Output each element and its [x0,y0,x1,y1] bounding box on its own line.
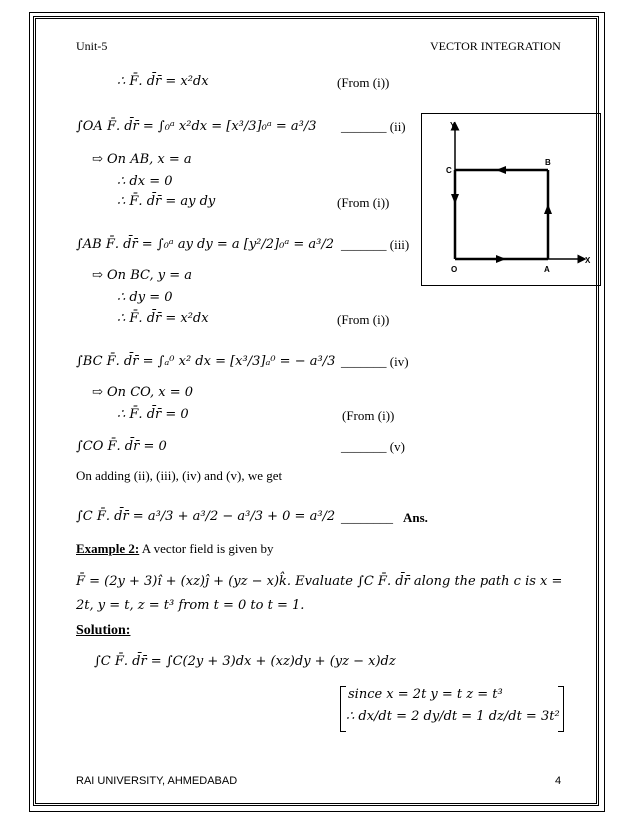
eq-line-1: ∴ F̄. d̄r̄ = x²dx [117,74,209,89]
eq-integral-total: ∫C F̄. d̄r̄ = a³/3 + a³/2 − a³/3 + 0 = a³/2 [76,509,336,524]
ref-v: _______ (v) [341,439,405,454]
ref-1: (From (i)) [337,75,390,90]
axis-x-label: X [585,256,591,265]
eq-dx-zero: ∴ dx = 0 [117,174,173,189]
point-b-label: B [545,158,551,167]
footer-university: RAI UNIVERSITY, AHMEDABAD [76,775,238,787]
eq-field-definition: F̄ = (2y + 3)î + (xz)ĵ + (yz − x)k̂. Evaluate ∫C F̄. d̄r̄ along the path c is x = [76,574,563,589]
eq-derivatives: ∴ dx/dt = 2 dy/dt = 1 dz/dt = 3t² [346,709,560,724]
arrow-oa-icon [496,255,506,263]
eq-f-bc: ∴ F̄. d̄r̄ = x²dx [117,311,209,326]
ref-4: (From (i)) [342,408,395,423]
point-a-label: A [544,265,550,274]
ref-ii: _______ (ii) [341,119,406,134]
answer-line: ________ [341,510,393,525]
eq-path-definition: 2t, y = t, z = t³ from t = 0 to t = 1. [76,598,305,613]
ref-2: (From (i)) [337,195,390,210]
eq-integral-co: ∫CO F̄. d̄r̄ = 0 [76,439,167,454]
eq-on-co: ⇨ On CO, x = 0 [92,385,194,400]
axis-y-label: Y [450,121,456,130]
arrow-co-icon [451,194,459,204]
ref-iii: _______ (iii) [341,237,410,252]
header-unit: Unit-5 [76,39,108,53]
path-figure [421,113,601,286]
page-number: 4 [555,775,562,787]
point-c-label: C [446,166,452,175]
ref-iv: _______ (iv) [341,354,409,369]
point-o-label: O [451,265,458,274]
eq-on-bc: ⇨ On BC, y = a [92,268,192,283]
solution-label: Solution: [76,623,131,638]
eq-dy-zero: ∴ dy = 0 [117,290,173,305]
eq-f-co: ∴ F̄. d̄r̄ = 0 [117,407,189,422]
example-label: Example 2: [76,541,140,556]
eq-since: since x = 2t y = t z = t³ [348,687,503,702]
example-text: A vector field is given by [139,541,274,556]
eq-integral-ab: ∫AB F̄. d̄r̄ = ∫₀ᵃ ay dy = a [y²/2]₀ᵃ = a³/2 [76,237,334,252]
eq-solution-integral: ∫C F̄. d̄r̄ = ∫C(2y + 3)dx + (xz)dy + (yz − x)dz [94,654,396,669]
ref-3: (From (i)) [337,312,390,327]
answer-label: Ans. [403,510,428,525]
eq-integral-bc: ∫BC F̄. d̄r̄ = ∫ₐ⁰ x² dx = [x³/3]ₐ⁰ = − a³/3 [76,354,336,369]
eq-on-ab: ⇨ On AB, x = a [92,152,192,167]
eq-integral-oa: ∫OA F̄. d̄r̄ = ∫₀ᵃ x²dx = [x³/3]₀ᵃ = a³/3 [76,119,317,134]
path-diagram [422,114,600,285]
arrow-bc-icon [496,166,506,174]
header-title: VECTOR INTEGRATION [430,39,561,53]
arrow-ab-icon [544,204,552,214]
eq-f-ab: ∴ F̄. d̄r̄ = ay dy [117,194,216,209]
text-adding: On adding (ii), (iii), (iv) and (v), we get [76,468,283,483]
